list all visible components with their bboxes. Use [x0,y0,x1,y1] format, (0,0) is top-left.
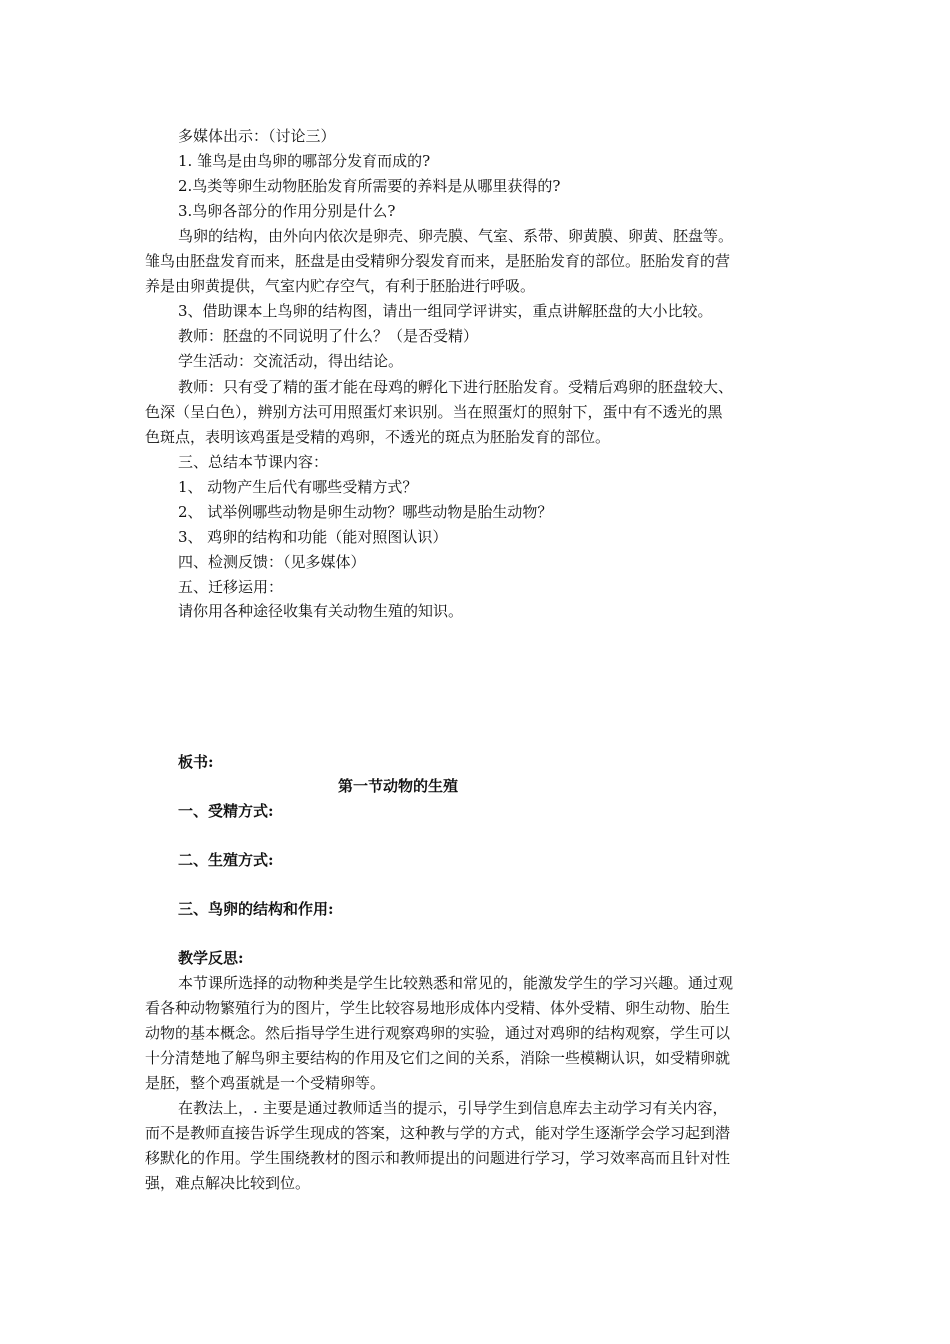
student-activity: 学生活动：交流活动，得出结论。 [178,352,404,370]
board-item-3: 三、鸟卵的结构和作用: [178,900,334,918]
feedback-heading: 四、检测反馈：（见多媒体） [178,553,366,571]
board-title: 第一节动物的生殖 [338,777,459,795]
summary-heading: 三、总结本节课内容： [178,453,329,471]
teacher-question: 教师：胚盘的不同说明了什么？（是否受精） [178,327,479,345]
question-2: 2.鸟类等卵生动物胚胎发育所需要的养料是从哪里获得的? [178,177,561,195]
step-3: 3、借助课本上鸟卵的结构图，请出一组同学评讲实，重点讲解胚盘的大小比较。 [178,302,713,320]
reflection-p2-line-4: 强，难点解决比较到位。 [145,1174,311,1192]
reflection-p1-line-4: 十分清楚地了解鸟卵主要结构的作用及它们之间的关系，消除一些模糊认识，如受精卵就 [145,1049,731,1067]
summary-item-3: 3、 鸡卵的结构和功能（能对照图认识） [178,528,448,546]
board-item-2: 二、生殖方式: [178,851,274,869]
discussion-intro: 多媒体出示：（讨论三） [178,127,336,145]
teacher-line-3: 色斑点，表明该鸡蛋是受精的鸡卵，不透光的斑点为胚胎发育的部位。 [145,428,611,446]
teacher-line-2: 色深（呈白色），辨别方法可用照蛋灯来识别。当在照蛋灯的照射下，蛋中有不透光的黑 [145,403,723,421]
summary-item-1: 1、 动物产生后代有哪些受精方式？ [178,478,418,496]
reflection-p2-line-1: 在教法上，. 主要是通过教师适当的提示，引导学生到信息库去主动学习有关内容， [178,1099,728,1117]
answer-line-3: 养是由卵黄提供，气室内贮存空气，有利于胚胎进行呼吸。 [145,277,536,295]
reflection-p1-line-3: 动物的基本概念。然后指导学生进行观察鸡卵的实验，通过对鸡卵的结构观察，学生可以 [145,1024,731,1042]
teacher-line-1: 教师：只有受了精的蛋才能在母鸡的孵化下进行胚胎发育。受精后鸡卵的胚盘较大、 [178,378,734,396]
question-1: 1. 雏鸟是由鸟卵的哪部分发育而成的? [178,152,431,170]
summary-item-2: 2、 试举例哪些动物是卵生动物？哪些动物是胎生动物？ [178,503,553,521]
transfer-text: 请你用各种途径收集有关动物生殖的知识。 [178,602,464,620]
answer-line-1: 鸟卵的结构，由外向内依次是卵壳、卵壳膜、气室、系带、卵黄膜、卵黄、胚盘等。 [178,227,734,245]
reflection-p1-line-5: 是胚，整个鸡蛋就是一个受精卵等。 [145,1074,386,1092]
question-3: 3.鸟卵各部分的作用分别是什么? [178,202,396,220]
reflection-label: 教学反思: [178,949,244,967]
reflection-p2-line-3: 移默化的作用。学生围绕教材的图示和教师提出的问题进行学习，学习效率高而且针对性 [145,1149,731,1167]
transfer-heading: 五、迁移运用： [178,578,284,596]
board-label: 板书: [178,753,214,771]
reflection-p1-line-1: 本节课所选择的动物种类是学生比较熟悉和常见的，能激发学生的学习兴趣。通过观 [178,974,734,992]
answer-line-2: 雏鸟由胚盘发育而来，胚盘是由受精卵分裂发育而来，是胚胎发育的部位。胚胎发育的营 [145,252,731,270]
board-item-1: 一、受精方式: [178,802,274,820]
reflection-p2-line-2: 而不是教师直接告诉学生现成的答案，这种教与学的方式，能对学生逐渐学会学习起到潜 [145,1124,731,1142]
reflection-p1-line-2: 看各种动物繁殖行为的图片，学生比较容易地形成体内受精、体外受精、卵生动物、胎生 [145,999,731,1017]
